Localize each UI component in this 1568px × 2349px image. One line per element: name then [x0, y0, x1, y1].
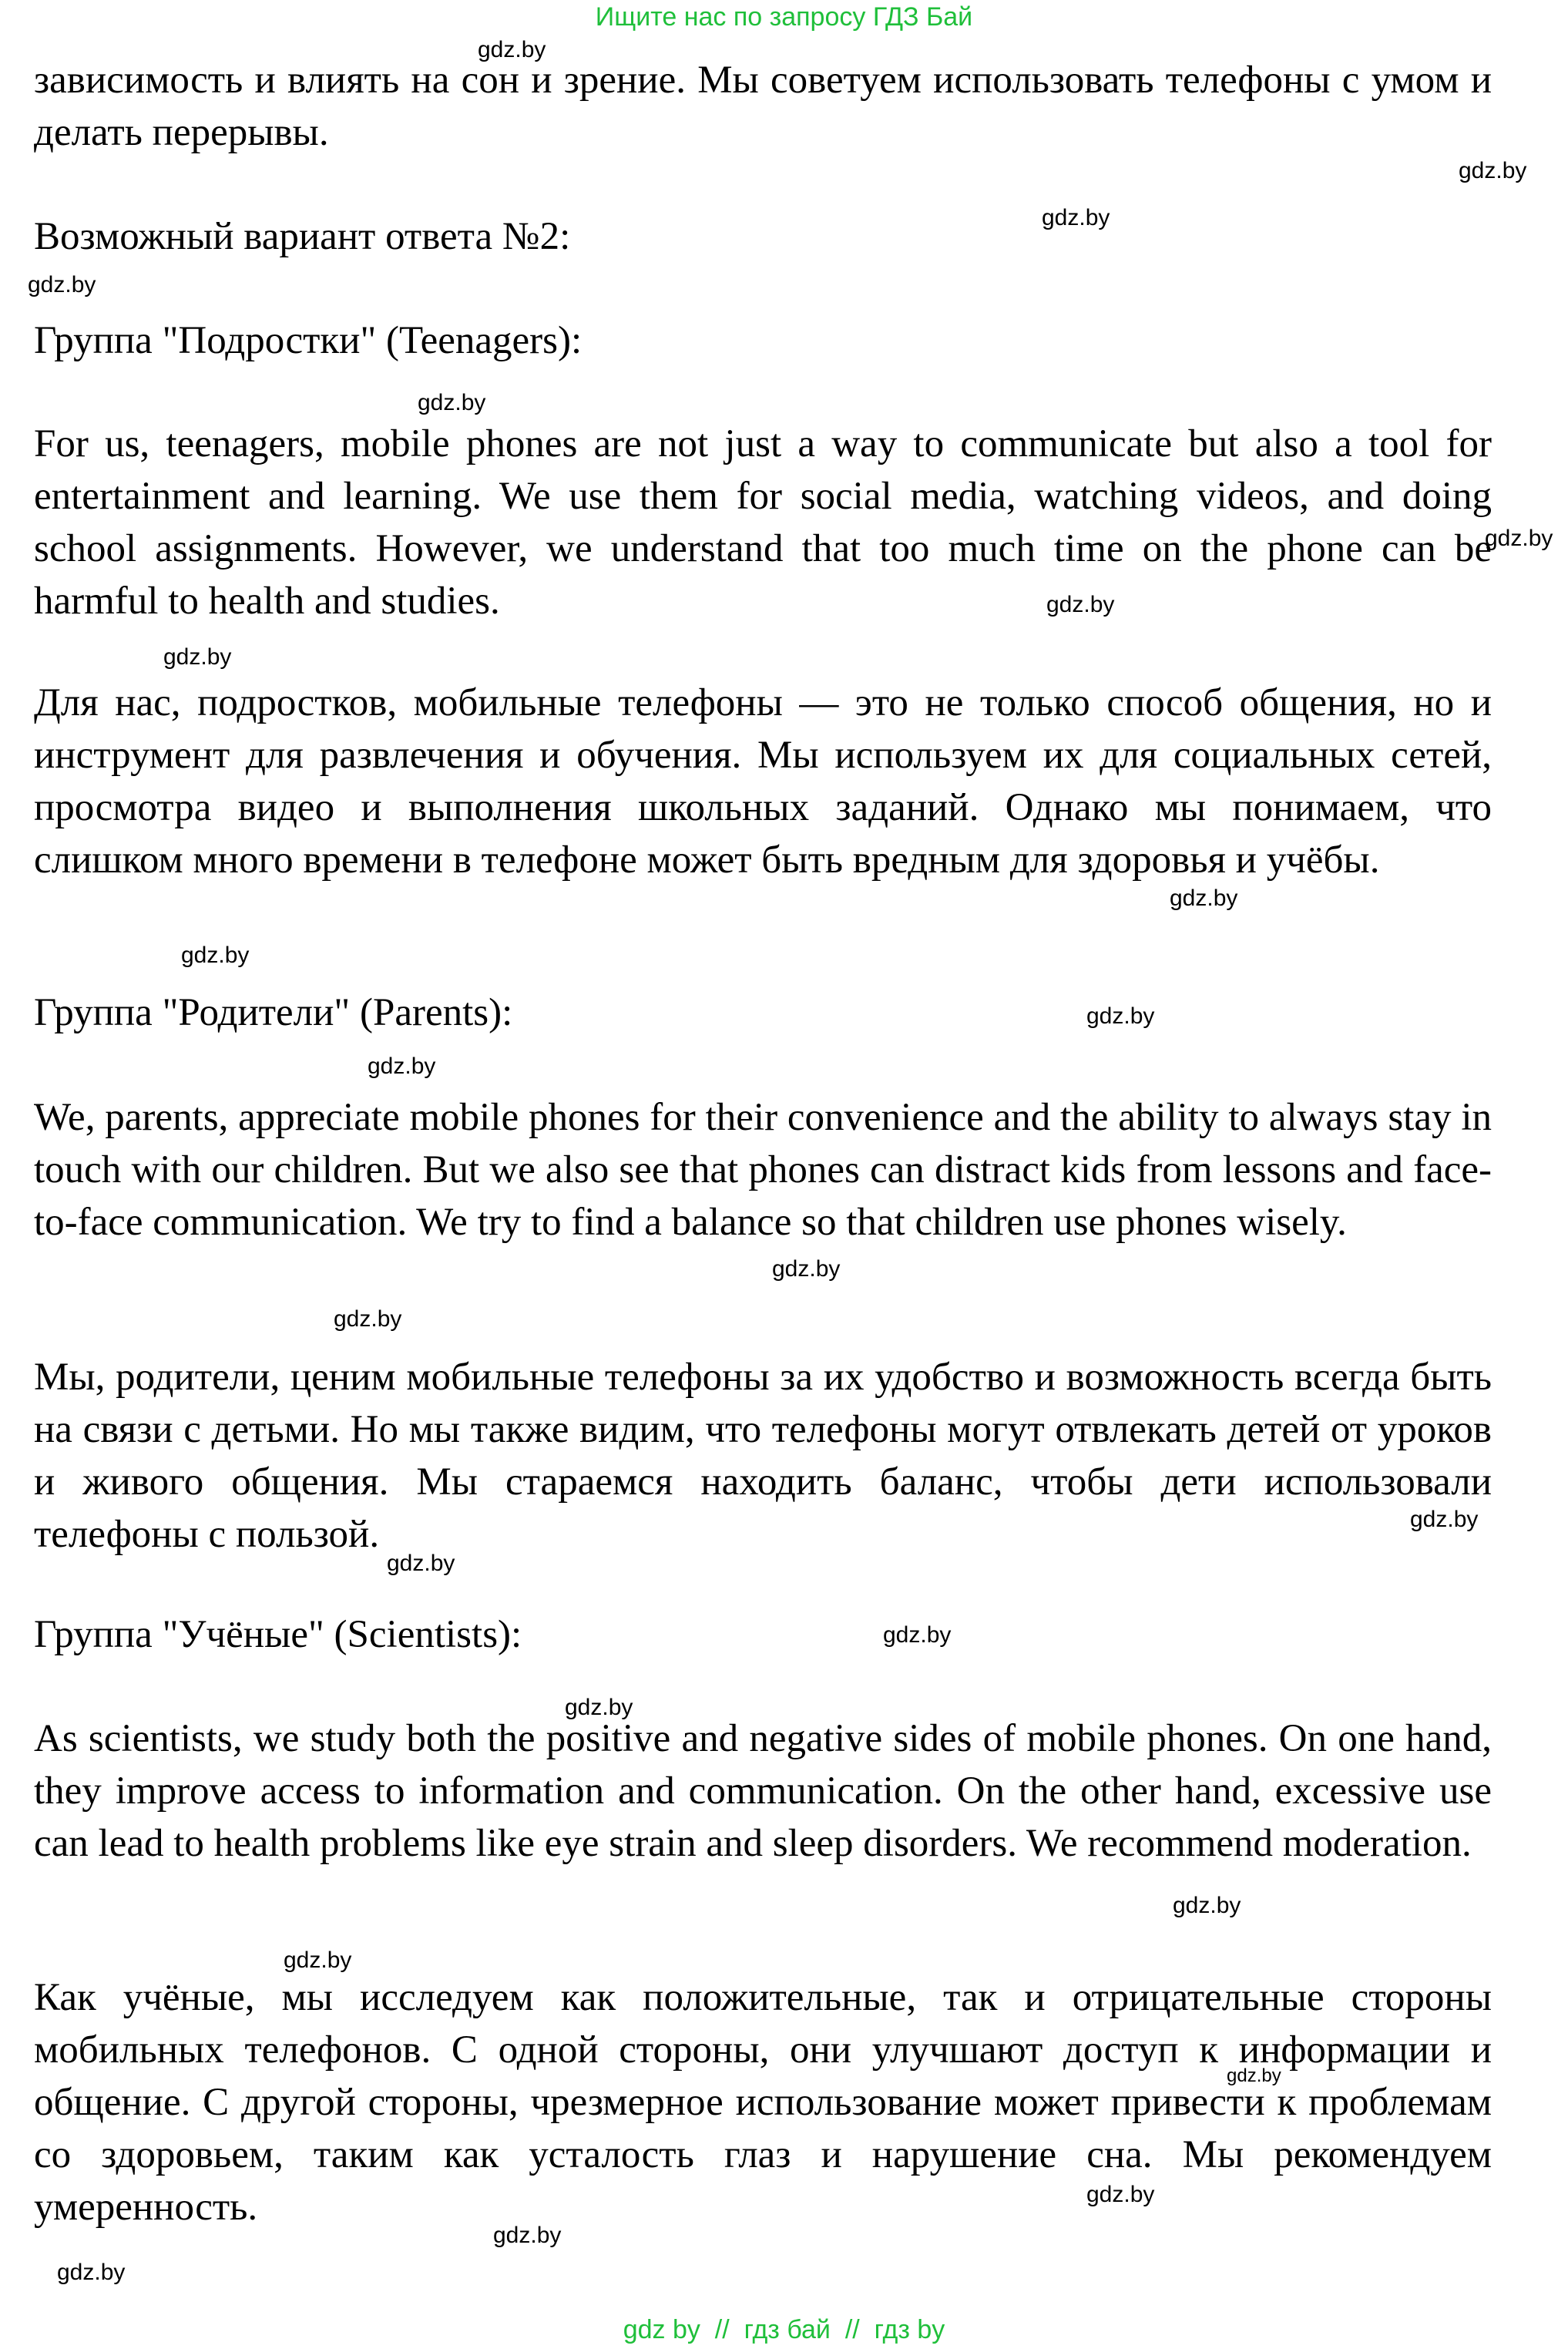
watermark: gdz.by	[57, 2260, 126, 2285]
watermark: gdz.by	[478, 37, 546, 62]
watermark: gdz.by	[1410, 1507, 1479, 1532]
teenagers-russian-paragraph: Для нас, подростков, мобильные телефоны — это не только способ общения, но и инструмент для развлечения и обучения. Мы используем их для социальных сетей, просмотра видео и выполнения школьных заданий. Однако мы понимаем, что слишком много времени в телефоне может быть вредным для здоровья и учёбы.	[34, 681, 1492, 882]
watermark: gdz.by	[772, 1256, 841, 1282]
parents-russian-paragraph: Мы, родители, ценим мобильные телефоны за их удобство и возможность всегда быть на связи с детьми. Но мы также видим, что телефоны могут отвлекать детей от уроков и живого общения. Мы стараемся находить баланс, чтобы дети использовали телефоны с пользой.	[34, 1356, 1492, 1556]
scientists-english-paragraph: As scientists, we study both the positive and negative sides of mobile phones. On one hand, they improve access to information and communication. On the other hand, excessive use can lead to health problems like eye strain and sleep disorders. We recommend moderation.	[34, 1717, 1492, 1865]
watermark: gdz.by	[334, 1306, 402, 1332]
intro-paragraph: зависимость и влиять на сон и зрение. Мы советуем использовать телефоны с умом и делать перерывы.	[34, 59, 1492, 154]
watermark: gdz.by	[368, 1054, 436, 1079]
footer-links: gdz by // гдз бай // гдз by	[623, 2315, 945, 2344]
watermark: gdz.by	[1173, 1893, 1241, 1918]
group-heading-teenagers: Группа "Подростки" (Teenagers):	[34, 319, 583, 362]
group-heading-parents: Группа "Родители" (Parents):	[34, 991, 513, 1034]
watermark: gdz.by	[418, 390, 486, 415]
watermark: gdz.by	[284, 1947, 352, 1973]
watermark: gdz.by	[1086, 2182, 1155, 2207]
watermark: gdz.by	[181, 943, 250, 968]
watermark: gdz.by	[493, 2223, 562, 2248]
watermark: gdz.by	[28, 272, 96, 297]
watermark: gdz.by	[883, 1622, 952, 1648]
watermark: gdz.by	[1459, 158, 1527, 183]
group-heading-scientists: Группа "Учёные" (Scientists):	[34, 1613, 522, 1656]
watermark: gdz.by	[1227, 2065, 1281, 2086]
watermark: gdz.by	[1042, 205, 1110, 230]
watermark: gdz.by	[1086, 1003, 1155, 1029]
variant-title: Возможный вариант ответа №2:	[34, 215, 571, 258]
top-banner: Ищите нас по запросу ГДЗ Бай	[595, 2, 973, 32]
watermark: gdz.by	[1170, 885, 1238, 911]
scientists-russian-paragraph: Как учёные, мы исследуем как положительные, так и отрицательные стороны мобильных телефонов. С одной стороны, они улучшают доступ к информации и общение. С другой стороны, чрезмерное использование может привести к проблемам со здоровьем, таким как усталость глаз и нарушение сна. Мы рекомендуем умеренность.	[34, 1976, 1492, 2229]
watermark: gdz.by	[387, 1551, 455, 1576]
teenagers-english-paragraph: For us, teenagers, mobile phones are not just a way to communicate but also a tool for entertainment and learning. We use them for social media, watching videos, and doing school assignments. However, we understand that too much time on the phone can be harmful to health and studies.	[34, 422, 1492, 623]
watermark: gdz.by	[1046, 592, 1115, 617]
watermark: gdz.by	[565, 1695, 633, 1720]
parents-english-paragraph: We, parents, appreciate mobile phones for their convenience and the ability to always stay in touch with our children. But we also see that phones can distract kids from lessons and face-to-face communication. We try to find a balance so that children use phones wisely.	[34, 1096, 1492, 1244]
watermark: gdz.by	[1485, 526, 1553, 551]
watermark: gdz.by	[163, 644, 232, 670]
